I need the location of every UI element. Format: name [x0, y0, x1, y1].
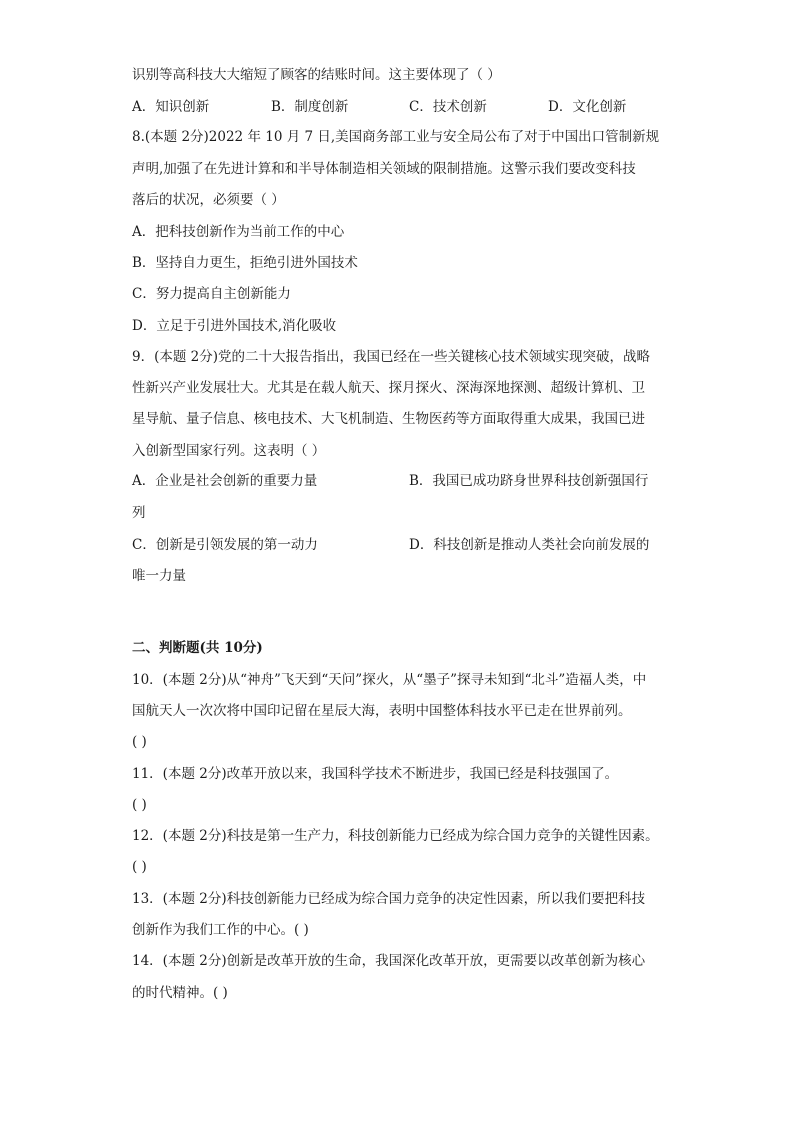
q9-option-b-wrap: 列: [132, 505, 146, 521]
q10-stem-line-1: 10．(本题 2分)从“神舟”飞天到“天问”探火，从“墨子”探寻未知到“北斗”造福人类，中: [132, 672, 647, 688]
section-title-judgment: 二、判断题(共 10分): [132, 640, 263, 656]
q7-option-b: B．制度创新: [271, 99, 349, 115]
q7-stem-tail: 识别等高科技大大缩短了顾客的结账时间。这主要体现了（ ）: [132, 67, 501, 83]
q9-option-d: D．科技创新是推动人类社会向前发展的: [409, 537, 650, 553]
q8-option-b: B．坚持自力更生，拒绝引进外国技术: [132, 255, 358, 271]
q9-option-c: C．创新是引领发展的第一动力: [132, 537, 318, 553]
q7-option-c: C．技术创新: [409, 99, 487, 115]
q9-stem-line-3: 星导航、量子信息、核电技术、大飞机制造、生物医药等方面取得重大成果，我国已进: [132, 411, 645, 427]
q14-stem-line-2: 的时代精神。( ): [132, 985, 228, 1001]
q8-option-d: D．立足于引进外国技术,消化吸收: [132, 318, 337, 334]
q9-option-a: A．企业是社会创新的重要力量: [132, 473, 318, 489]
q11-stem-line-1: 11．(本题 2分)改革开放以来，我国科学技术不断进步，我国已经是科技强国了。: [132, 766, 619, 782]
q8-stem-line-1: 8.(本题 2分)2022 年 10 月 7 日,美国商务部工业与安全局公布了对于中国出口管制新规: [132, 129, 660, 145]
q9-stem-line-1: 9．(本题 2分)党的二十大报告指出，我国已经在一些关键核心技术领域实现突破，战略: [132, 349, 651, 365]
q12-stem-line-1: 12．(本题 2分)科技是第一生产力，科技创新能力已经成为综合国力竞争的关键性因素。: [132, 828, 659, 844]
q7-option-d: D．文化创新: [548, 99, 627, 115]
q10-answer-blank: ( ): [132, 734, 147, 750]
q8-option-c: C．努力提高自主创新能力: [132, 286, 291, 302]
q9-option-b: B．我国已成功跻身世界科技创新强国行: [409, 473, 649, 489]
q7-option-a: A．知识创新: [132, 99, 210, 115]
q8-stem-line-2: 声明,加强了在先进计算和和半导体制造相关领域的限制措施。这警示我们要改变科技: [132, 161, 636, 177]
q9-stem-line-2: 性新兴产业发展壮大。尤其是在载人航天、探月探火、深海深地探测、超级计算机、卫: [132, 380, 645, 396]
q8-stem-line-3: 落后的状况，必须要（ ）: [132, 192, 285, 208]
q13-stem-line-2: 创新作为我们工作的中心。( ): [132, 922, 309, 938]
q10-stem-line-2: 国航天人一次次将中国印记留在星辰大海，表明中国整体科技水平已走在世界前列。: [132, 703, 632, 719]
q9-stem-line-4: 入创新型国家行列。这表明（ ）: [132, 443, 326, 459]
q13-stem-line-1: 13．(本题 2分)科技创新能力已经成为综合国力竞争的决定性因素，所以我们要把科技: [132, 891, 646, 907]
q14-stem-line-1: 14．(本题 2分)创新是改革开放的生命，我国深化改革开放，更需要以改革创新为核心: [132, 953, 646, 969]
q9-option-d-wrap: 唯一力量: [132, 568, 186, 584]
q8-option-a: A．把科技创新作为当前工作的中心: [132, 224, 345, 240]
q12-answer-blank: ( ): [132, 859, 147, 875]
q11-answer-blank: ( ): [132, 797, 147, 813]
